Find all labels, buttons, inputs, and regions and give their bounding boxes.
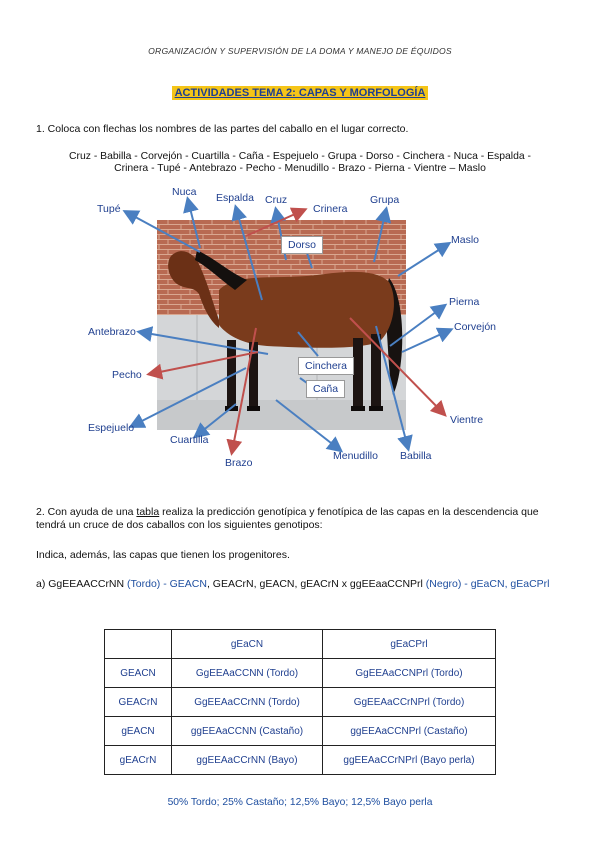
question-a	[36, 578, 566, 591]
label-nuca: Nuca	[172, 186, 197, 198]
table-header-row	[105, 630, 496, 659]
qa-part-2: (Tordo) - GEACN	[127, 578, 207, 590]
table-row	[105, 659, 496, 688]
label-dorso: Dorso	[281, 236, 323, 254]
label-cana: Caña	[306, 380, 345, 398]
table-header-cell: gEaCPrl	[323, 630, 496, 659]
label-babilla: Babilla	[400, 450, 432, 462]
table-header-cell	[105, 630, 172, 659]
table-cell: ggEEAaCCNN (Castaño)	[172, 717, 323, 746]
table-cell: gEACN	[105, 717, 172, 746]
label-brazo: Brazo	[225, 457, 253, 469]
arrow-tupe	[126, 212, 200, 252]
qa-part-3: , GEACrN, gEACN, gEACrN	[206, 578, 339, 590]
arrow-antebrazo	[140, 332, 268, 354]
table-cell: gEACrN	[105, 746, 172, 775]
genotype-table	[104, 629, 496, 775]
table-cell: GEACrN	[105, 688, 172, 717]
table-row	[105, 746, 496, 775]
qa-part-5: (Negro) - gEaCN, gEaCPrl	[425, 578, 550, 590]
arrow-cuartilla	[196, 404, 236, 436]
arrow-espalda	[236, 208, 262, 300]
qa-part-1: a) GgEEAACCrNN	[36, 578, 128, 590]
table-cell: ggEEAaCCrNPrl (Bayo perla)	[323, 746, 496, 775]
label-tupe: Tupé	[97, 203, 121, 215]
label-pecho: Pecho	[112, 369, 142, 381]
label-grupa: Grupa	[370, 194, 400, 206]
result-summary: 50% Tordo; 25% Castaño; 12,5% Bayo; 12,5% Bayo perla	[167, 797, 433, 808]
arrow-cinchera	[298, 332, 318, 356]
arrow-crinera	[246, 210, 304, 236]
terms-line-2: Crinera - Tupé - Antebrazo - Pecho - Menudillo - Brazo - Pierna - Vientre – Maslo	[114, 163, 486, 174]
label-cruz: Cruz	[265, 194, 288, 206]
q2-text-1: 2. Con ayuda de una	[36, 506, 137, 518]
table-header-cell: gEaCN	[172, 630, 323, 659]
label-pierna: Pierna	[449, 296, 480, 308]
table-row	[105, 717, 496, 746]
question-2	[36, 506, 566, 532]
table-cell: ggEEAaCCNPrl (Castaño)	[323, 717, 496, 746]
label-cuartilla: Cuartilla	[170, 434, 209, 446]
table-row	[105, 688, 496, 717]
q2-link-tabla[interactable]: tabla	[136, 506, 160, 518]
label-espalda: Espalda	[216, 192, 254, 204]
table-cell: GgEEAaCCrNN (Tordo)	[172, 688, 323, 717]
page-header: ORGANIZACIÓN Y SUPERVISIÓN DE LA DOMA Y MANEJO DE ÉQUIDOS	[148, 46, 452, 56]
arrow-menudillo	[276, 400, 340, 450]
arrow-vientre	[350, 318, 444, 414]
label-espejuelo: Espejuelo	[88, 422, 135, 434]
label-menudillo: Menudillo	[333, 450, 378, 462]
table-cell: ggEEAaCCrNN (Bayo)	[172, 746, 323, 775]
arrow-brazo	[232, 328, 256, 452]
table-cell: GgEEAaCCNPrl (Tordo)	[323, 659, 496, 688]
label-vientre: Vientre	[450, 414, 484, 426]
label-maslo: Maslo	[451, 234, 480, 246]
q2-text-2: realiza la predicción genotípica y fenotípica de las capas en la descendencia que tendrá un cruce de dos caballos con los siguientes genotipos:	[36, 506, 539, 531]
arrow-grupa	[374, 210, 386, 262]
label-antebrazo: Antebrazo	[88, 326, 136, 338]
qa-part-4: x ggEEaaCCNPrl	[338, 578, 426, 590]
label-corvejon: Corvejón	[454, 321, 497, 333]
table-cell: GEACN	[105, 659, 172, 688]
arrow-corvejon	[402, 330, 450, 352]
terms-line-1: Cruz - Babilla - Corvejón - Cuartilla - Caña - Espejuelo - Grupa - Dorso - Cinchera - Nuca - Espalda -	[69, 151, 531, 162]
question-1: 1. Coloca con flechas los nombres de las partes del caballo en el lugar correcto.	[36, 123, 409, 135]
arrow-espejuelo	[132, 368, 246, 426]
arrow-nuca	[188, 200, 200, 248]
table-cell: GgEEAaCCrNPrl (Tordo)	[323, 688, 496, 717]
label-cinchera: Cinchera	[298, 357, 354, 375]
table-cell: GgEEAaCCNN (Tordo)	[172, 659, 323, 688]
label-crinera: Crinera	[313, 203, 348, 215]
arrow-maslo	[398, 244, 448, 276]
arrow-pierna	[390, 306, 444, 346]
activity-title: ACTIVIDADES TEMA 2: CAPAS Y MORFOLOGÍA	[172, 86, 429, 100]
question-2-indica: Indica, además, las capas que tienen los progenitores.	[36, 549, 290, 561]
